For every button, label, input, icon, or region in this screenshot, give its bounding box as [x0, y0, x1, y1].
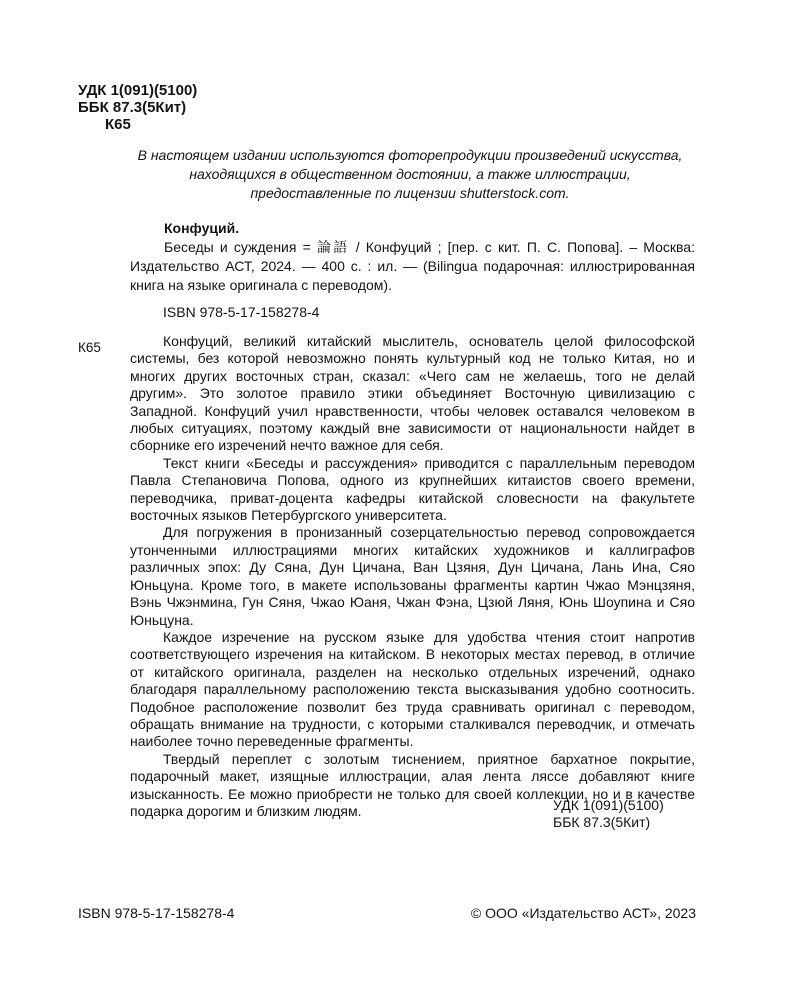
classification-codes-bottom: [553, 797, 664, 831]
footer-copyright: © ООО «Издательство АСТ», 2023: [470, 905, 696, 921]
udk-code: УДК 1(091)(5100): [78, 82, 198, 99]
annotation-paragraph: Твердый переплет с золотым тиснением, приятное бархатное покрытие, подарочный макет, изящные иллюстрации, алая лента ляссе добавляют книге изысканность. Ее можно приобрести не только для своей коллекции, но и в качестве подарка дорогим и близким людям.: [130, 750, 695, 819]
biblio-description: Беседы и суждения = 論語 / Конфуций ; [пер. с кит. П. С. Попова]. – Москва: Издательство АСТ, 2024. — 400 с. : ил. — (Bilingua подарочная: иллюстрированная книга на языке оригинала с переводом).: [130, 239, 695, 293]
udk-code-bottom: УДК 1(091)(5100): [553, 797, 664, 813]
annotation-paragraph: Конфуций, великий китайский мыслитель, основатель целой философской системы, без которой невозможно понять культурный код не только Китая, но и многих других восточных стран, сказал: «Чего сам не желаешь, того не делай другим». Это золотое правило этики объединяет Восточную цивилизацию с Западной. Конфуций учил нравственности, чтобы человек оставался человеком в любых ситуациях, поэтому каждый вне зависимости от национальности найдет в сборнике его изречений нечто важное для себя.: [130, 333, 695, 454]
biblio-author: Конфуций.: [164, 220, 240, 236]
side-author-sign: К65: [78, 340, 101, 355]
bbk-code-bottom: ББК 87.3(5Кит): [553, 814, 651, 830]
annotation-paragraph: Для погружения в пронизанный созерцательностью перевод сопровождается утонченными иллюстрациями многих китайских художников и каллиграфов различных эпох: Ду Сяна, Дун Цичана, Ван Цзяня, Дун Цичана, Лань Ина, Сяо Юньцуна. Кроме того, в макете использованы фрагменты картин Чжао Мэнцзяня, Вэнь Чжэнмина, Гун Сяня, Чжао Юаня, Чжан Фэна, Цзюй Ляня, Юнь Шоупина и Сяо Юньцуна.: [130, 524, 695, 628]
annotation: [130, 333, 695, 820]
classification-codes-top: [78, 82, 197, 133]
footer-isbn: ISBN 978-5-17-158278-4: [78, 905, 235, 921]
bibliographic-record: [130, 219, 695, 295]
annotation-paragraph: Текст книги «Беседы и рассуждения» приводится с параллельным переводом Павла Степановича Попова, одного из крупнейших китаистов своего времени, переводчика, приват-доцента кафедры китайской словесности на факультете восточных языков Петербургского университета.: [130, 454, 695, 524]
isbn-line: ISBN 978-5-17-158278-4: [163, 304, 320, 320]
image-license-notice: В настоящем издании используются фоторепродукции произведений искусства, находящихся в общественном достоянии, а также иллюстрации, предоставленные по лицензии shutterstock.com.: [137, 147, 683, 201]
annotation-paragraph: Каждое изречение на русском языке для удобства чтения стоит напротив соответствующего изречения на китайском. В некоторых местах перевод, в отличие от китайского оригинала, разделен на несколько отдельных изречений, однако благодаря параллельному расположению текста высказывания удобно соотносить. Подобное расположение позволит без труда сравнивать оригинал с переводом, обращать внимание на трудности, с которыми сталкивался переводчик, и отмечать наиболее точно переведенные фрагменты.: [130, 628, 695, 750]
bbk-code: ББК 87.3(5Кит): [78, 99, 187, 116]
author-sign: К65: [105, 116, 131, 133]
